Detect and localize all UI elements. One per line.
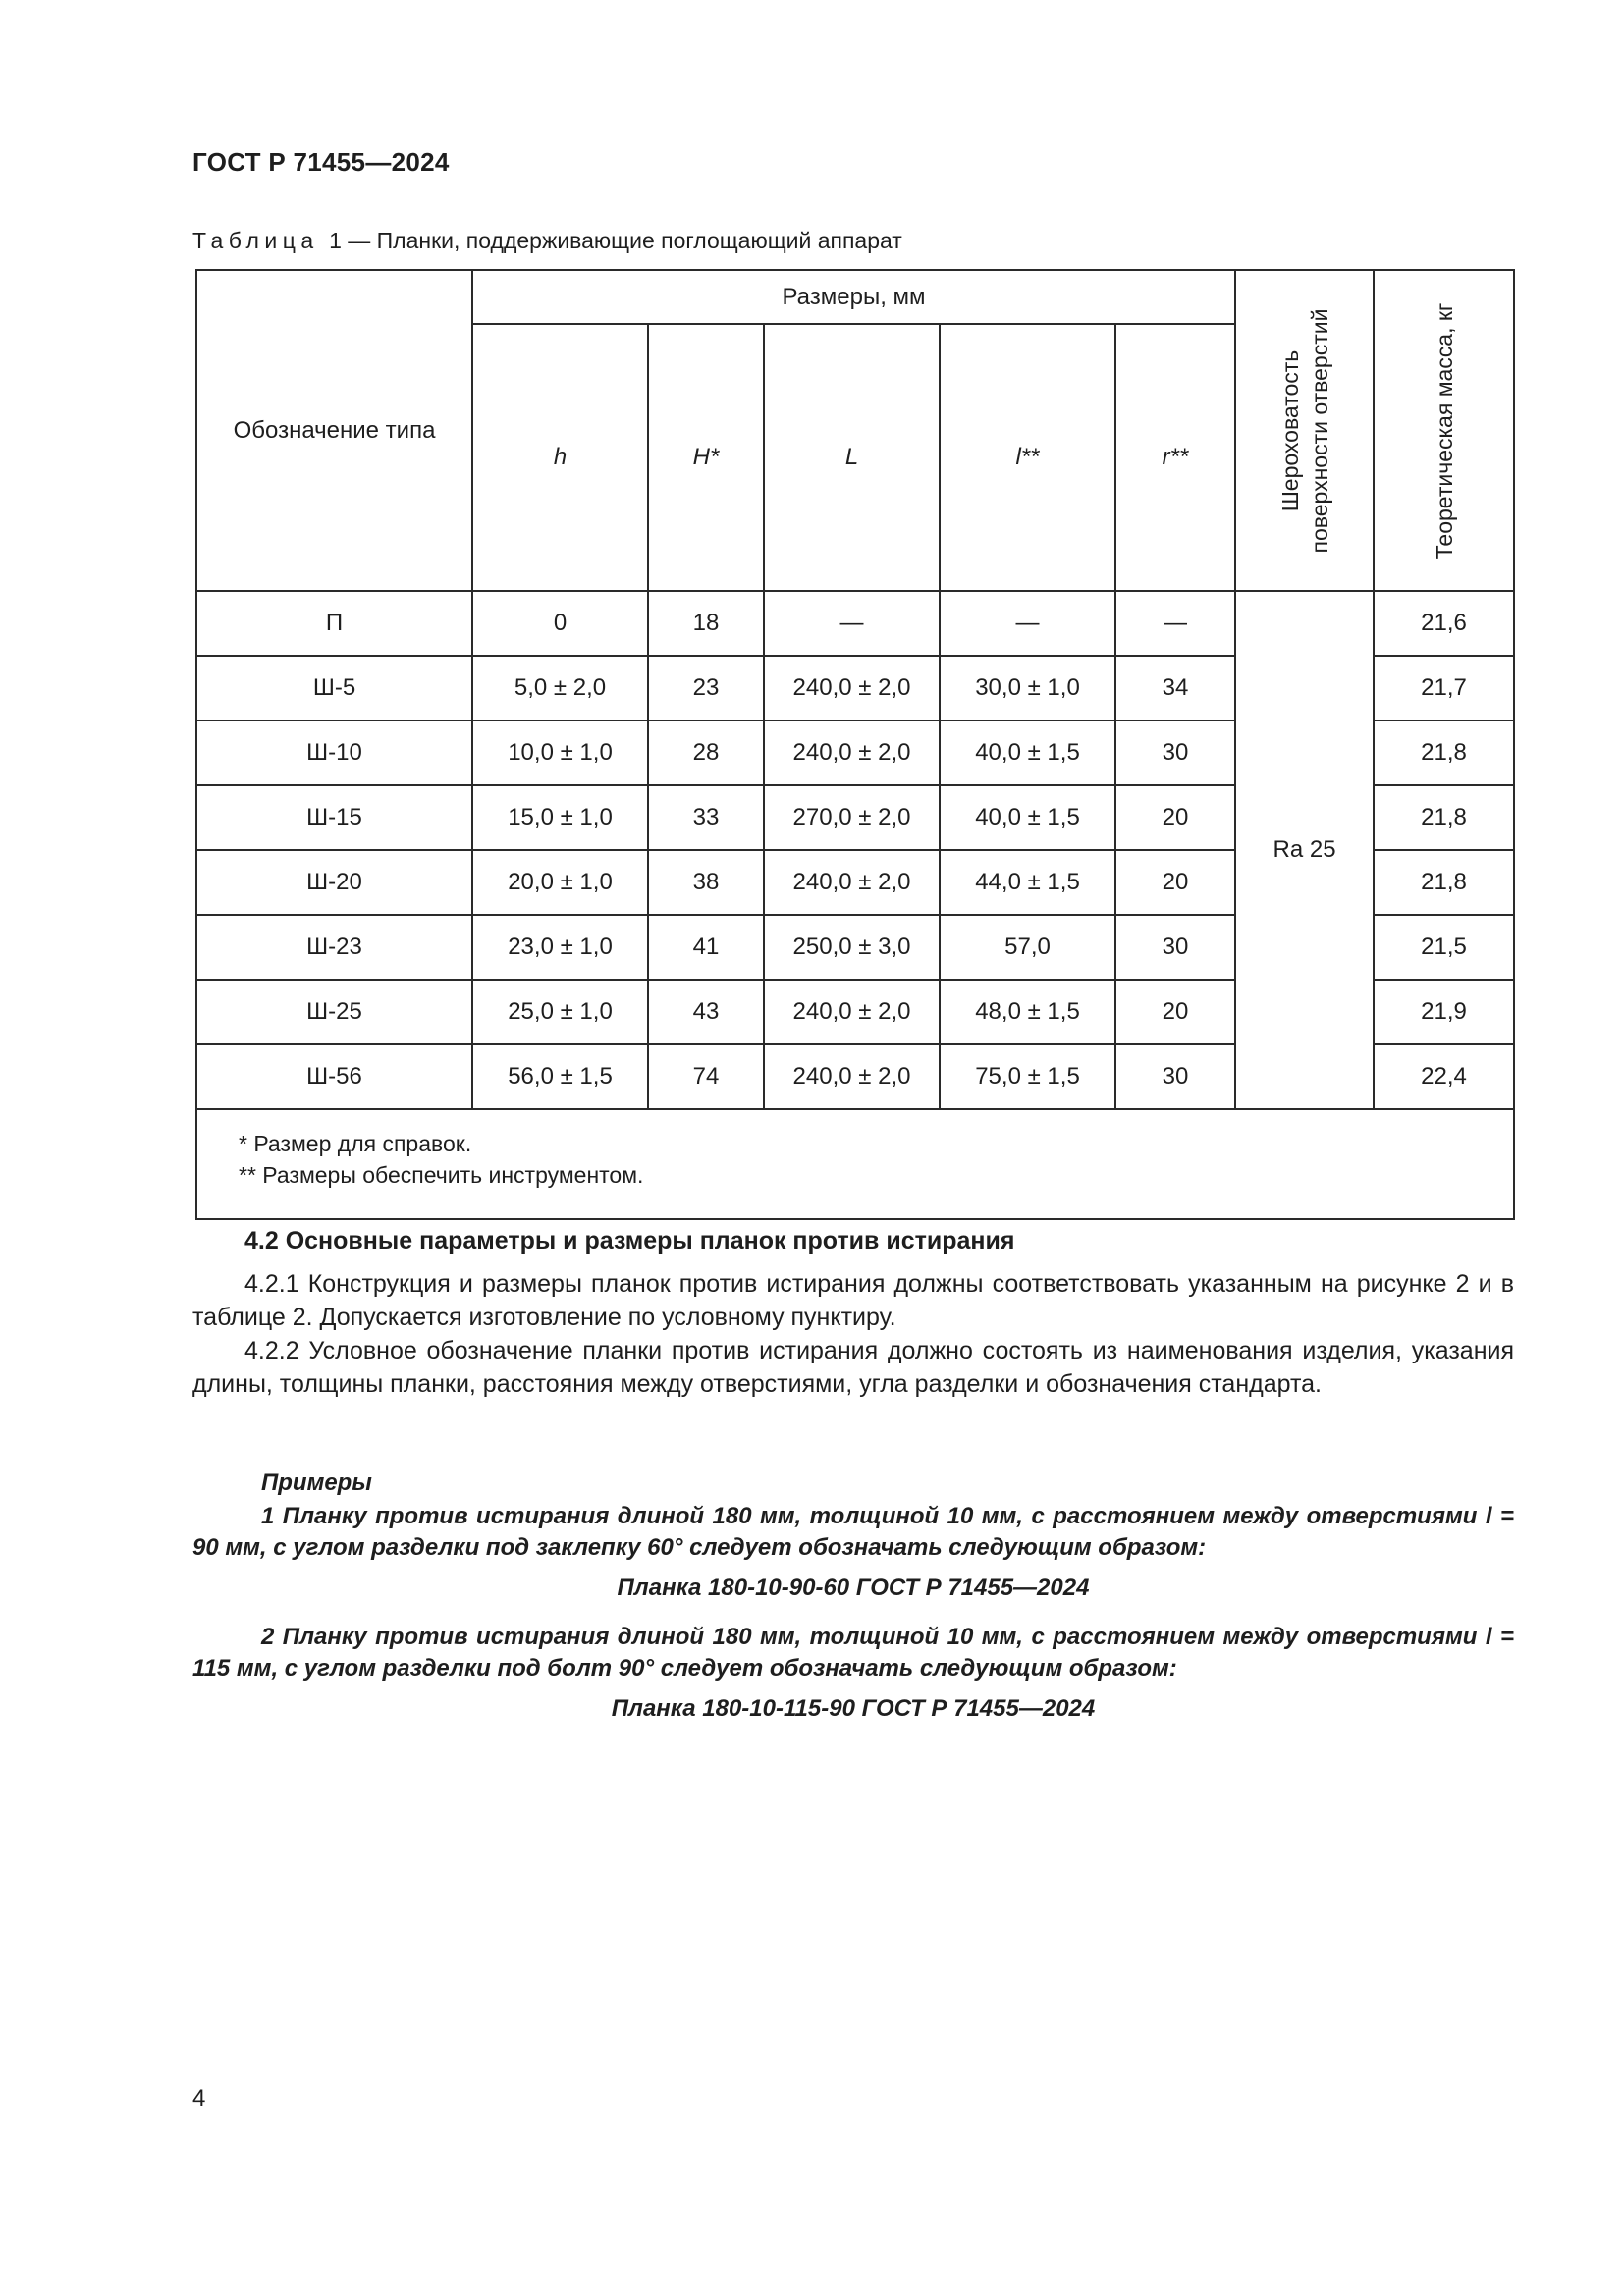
cell-mass: 21,8 [1374, 850, 1514, 915]
example-1 [192, 1501, 1514, 1564]
header-designation: Обозначение типа [196, 270, 472, 591]
header-r: r** [1115, 324, 1235, 591]
cell-L: — [764, 591, 940, 656]
cell-H: 41 [648, 915, 764, 980]
paragraph-4-2-1 [192, 1267, 1514, 1334]
example-2-designation: Планка 180-10-115-90 ГОСТ Р 71455—2024 [611, 1695, 1096, 1722]
cell-l: 40,0 ± 1,5 [940, 785, 1115, 850]
specification-table [195, 269, 1515, 1220]
cell-mass: 21,8 [1374, 785, 1514, 850]
cell-L: 240,0 ± 2,0 [764, 850, 940, 915]
header-l: l** [940, 324, 1115, 591]
cell-l: 40,0 ± 1,5 [940, 721, 1115, 785]
paragraph-4-2-2 [192, 1334, 1514, 1401]
cell-type: Ш-10 [196, 721, 472, 785]
page-number: 4 [192, 2085, 206, 2111]
cell-l: 30,0 ± 1,0 [940, 656, 1115, 721]
header-roughness [1235, 270, 1374, 591]
cell-r: 30 [1115, 721, 1235, 785]
cell-L: 240,0 ± 2,0 [764, 721, 940, 785]
cell-l: 44,0 ± 1,5 [940, 850, 1115, 915]
cell-r: 30 [1115, 915, 1235, 980]
cell-type: Ш-20 [196, 850, 472, 915]
header-sizes: Размеры, мм [472, 270, 1235, 324]
example-2-text: 2 Планку против истирания длиной 180 мм, толщиной 10 мм, с расстоянием между отверстиями l = 115 мм, с углом разделки под болт 90° следует обозначать следующим образом: [192, 1624, 1514, 1682]
header-roughness-line1: Шероховатость [1276, 349, 1303, 511]
footnote-tooling: ** Размеры обеспечить инструментом. [239, 1162, 644, 1188]
header-mass [1374, 270, 1514, 591]
cell-H: 23 [648, 656, 764, 721]
cell-mass: 21,7 [1374, 656, 1514, 721]
cell-L: 270,0 ± 2,0 [764, 785, 940, 850]
table-footnotes [196, 1109, 1514, 1219]
table-caption-word: Таблица [192, 228, 319, 253]
cell-H: 18 [648, 591, 764, 656]
footnote-reference: * Размер для справок. [239, 1131, 472, 1156]
cell-mass: 21,6 [1374, 591, 1514, 656]
example-1-text: 1 Планку против истирания длиной 180 мм, толщиной 10 мм, с расстоянием между отверстиями l = 90 мм, с углом разделки под заклепку 60° следует обозначать следующим образом: [192, 1503, 1514, 1561]
cell-r: — [1115, 591, 1235, 656]
cell-h: 5,0 ± 2,0 [472, 656, 648, 721]
cell-H: 38 [648, 850, 764, 915]
example-1-designation: Планка 180-10-90-60 ГОСТ Р 71455—2024 [617, 1575, 1090, 1601]
cell-type: Ш-25 [196, 980, 472, 1044]
cell-h: 0 [472, 591, 648, 656]
cell-H: 33 [648, 785, 764, 850]
cell-r: 20 [1115, 850, 1235, 915]
header-H: H* [648, 324, 764, 591]
cell-r: 34 [1115, 656, 1235, 721]
cell-l: — [940, 591, 1115, 656]
cell-L: 240,0 ± 2,0 [764, 1044, 940, 1109]
cell-mass: 21,9 [1374, 980, 1514, 1044]
cell-h: 56,0 ± 1,5 [472, 1044, 648, 1109]
cell-l: 57,0 [940, 915, 1115, 980]
header-h: h [472, 324, 648, 591]
cell-type: Ш-23 [196, 915, 472, 980]
cell-r: 20 [1115, 785, 1235, 850]
cell-h: 23,0 ± 1,0 [472, 915, 648, 980]
section-title: 4.2 Основные параметры и размеры планок против истирания [244, 1227, 1015, 1255]
header-L: L [764, 324, 940, 591]
table-caption [192, 228, 902, 254]
example-2 [192, 1622, 1514, 1684]
cell-L: 250,0 ± 3,0 [764, 915, 940, 980]
cell-H: 28 [648, 721, 764, 785]
cell-H: 74 [648, 1044, 764, 1109]
header-mass-text: Теоретическая масса, кг [1431, 302, 1457, 559]
cell-roughness: Ra 25 [1235, 591, 1374, 1109]
header-roughness-line2: поверхности отверстий [1306, 308, 1332, 553]
cell-mass: 21,8 [1374, 721, 1514, 785]
cell-H: 43 [648, 980, 764, 1044]
cell-h: 25,0 ± 1,0 [472, 980, 648, 1044]
cell-type: Ш-5 [196, 656, 472, 721]
paragraph-4-2-2-text: 4.2.2 Условное обозначение планки против истирания должно состоять из наименования изделия, указания длины, толщины планки, расстояния между отверстиями, угла разделки и обозначения стандарта. [192, 1337, 1514, 1398]
table-caption-text: 1 — Планки, поддерживающие поглощающий аппарат [329, 228, 902, 253]
cell-mass: 22,4 [1374, 1044, 1514, 1109]
cell-r: 20 [1115, 980, 1235, 1044]
cell-l: 48,0 ± 1,5 [940, 980, 1115, 1044]
examples-title: Примеры [261, 1469, 372, 1496]
cell-h: 20,0 ± 1,0 [472, 850, 648, 915]
cell-l: 75,0 ± 1,5 [940, 1044, 1115, 1109]
cell-h: 10,0 ± 1,0 [472, 721, 648, 785]
cell-type: П [196, 591, 472, 656]
cell-L: 240,0 ± 2,0 [764, 656, 940, 721]
cell-r: 30 [1115, 1044, 1235, 1109]
cell-type: Ш-15 [196, 785, 472, 850]
cell-L: 240,0 ± 2,0 [764, 980, 940, 1044]
cell-h: 15,0 ± 1,0 [472, 785, 648, 850]
table-row [196, 591, 1514, 656]
paragraph-4-2-1-text: 4.2.1 Конструкция и размеры планок против истирания должны соответствовать указанным на рисунке 2 и в таблице 2. Допускается изготовление по условному пунктиру. [192, 1270, 1514, 1331]
document-code: ГОСТ Р 71455—2024 [192, 147, 450, 177]
cell-mass: 21,5 [1374, 915, 1514, 980]
cell-type: Ш-56 [196, 1044, 472, 1109]
